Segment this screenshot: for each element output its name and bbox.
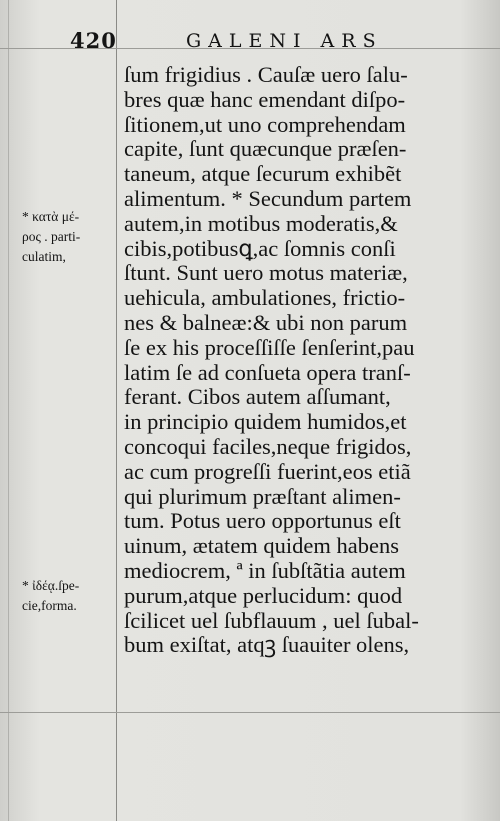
text-line: ſtunt. Sunt uero motus materiæ,: [124, 260, 408, 286]
inner-margin-rule: [116, 0, 117, 821]
text-line: in principio quidem humidos,et: [124, 409, 407, 435]
text-line: ferant. Cibos autem aſſumant,: [124, 384, 391, 410]
margin-note-line: ρος . parti-: [22, 229, 81, 244]
main-text-block: [124, 63, 500, 658]
text-line: concoqui faciles,neque frigidos,: [124, 433, 412, 459]
text-line: taneum, atque ſecurum exhibẽt: [124, 161, 402, 187]
text-line: ſum frigidius . Cauſæ uero ſalu-: [124, 63, 408, 87]
text-line: ſcilicet uel ſubflauum , uel ſubal-: [124, 607, 419, 633]
margin-note-line: * κατὰ μέ-: [22, 209, 80, 224]
text-line: ſitionem,ut uno comprehendam: [124, 111, 406, 137]
margin-note-line: culatim,: [22, 249, 66, 264]
text-line: latim ſe ad conſueta opera tranſ-: [124, 359, 411, 385]
margin-note-line: cie,forma.: [22, 598, 77, 613]
text-line: alimentum. * Secundum partem: [124, 185, 412, 211]
text-line: bum exiſtat, atqꝫ ſuauiter olens,: [124, 632, 410, 658]
footer-rule: [0, 712, 500, 713]
text-line: uehicula, ambulationes, frictio-: [124, 285, 406, 311]
margin-note-kata-meros: [22, 207, 116, 267]
text-line: purum,atque perlucidum: quod: [124, 582, 403, 608]
text-line: qui plurimum præſtant alimen-: [124, 483, 401, 509]
text-line: tum. Potus uero opportunus eſt: [124, 508, 401, 534]
text-line: cibis,potibusꝗ,ac ſomnis conſi: [124, 235, 396, 261]
margin-note-line: * ἰδέᾳ.ſpe-: [22, 578, 80, 593]
running-head: GALENI ARS: [186, 30, 383, 52]
margin-note-idea: [22, 576, 116, 616]
text-line: ſe ex his proceſſiſſe ſenſerint,pau: [124, 334, 415, 360]
outer-margin-rule: [8, 0, 9, 821]
text-line: capite, ſunt quæcunque præſen-: [124, 136, 407, 162]
text-line: uinum, ætatem quidem habens: [124, 533, 399, 559]
text-line: autem,in motibus moderatis,&: [124, 210, 398, 236]
page-header: [0, 28, 500, 53]
text-line: bres quæ hanc emendant diſpo-: [124, 86, 406, 112]
text-line: nes & balneæ:& ubi non parum: [124, 309, 408, 335]
page-number: 420: [70, 28, 117, 53]
text-line: ac cum progreſſi fuerint,eos etiã: [124, 458, 411, 484]
text-line: mediocrem, ª in ſubſtãtia autem: [124, 557, 406, 583]
